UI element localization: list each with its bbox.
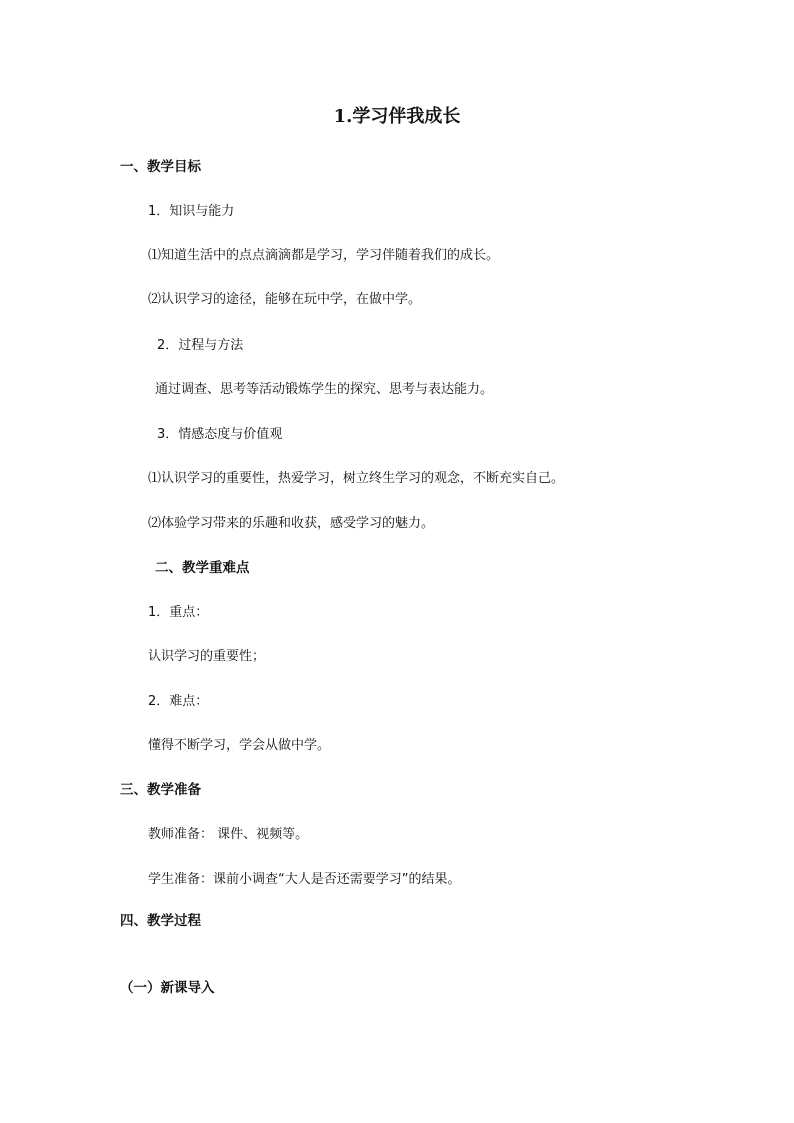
paragraph-key-point: 认识学习的重要性； — [148, 649, 266, 664]
subheading-emotion-values: 3．情感态度与价值观 — [157, 427, 283, 442]
section-heading-key-points: 二、教学重难点 — [155, 560, 250, 576]
subsection-heading-intro: （一）新课导入 — [120, 980, 215, 996]
section-heading-process: 四、教学过程 — [120, 913, 201, 929]
paragraph-student-prep: 学生准备：课前小调查“大人是否还需要学习”的结果。 — [148, 872, 461, 887]
paragraph-goal1-item1: ⑴知道生活中的点点滴滴都是学习，学习伴随着我们的成长。 — [148, 248, 500, 263]
subheading-process-method: 2．过程与方法 — [157, 338, 244, 353]
paragraph-goal3-item2: ⑵体验学习带来的乐趣和收获，感受学习的魅力。 — [148, 516, 435, 531]
section-heading-goals: 一、教学目标 — [120, 159, 201, 175]
subheading-knowledge-ability: 1．知识与能力 — [148, 204, 235, 219]
paragraph-goal1-item2: ⑵认识学习的途径，能够在玩中学，在做中学。 — [148, 292, 422, 307]
subheading-difficult-point: 2．难点： — [148, 694, 209, 709]
paragraph-teacher-prep: 教师准备： 课件、视频等。 — [148, 827, 309, 842]
paragraph-goal3-item1: ⑴认识学习的重要性，热爱学习，树立终生学习的观念，不断充实自己。 — [148, 471, 565, 486]
section-heading-preparation: 三、教学准备 — [120, 782, 201, 798]
paragraph-goal2-text: 通过调查、思考等活动锻炼学生的探究、思考与表达能力。 — [155, 382, 494, 397]
subheading-key-point: 1．重点： — [148, 605, 209, 620]
paragraph-difficult-point: 懂得不断学习，学会从做中学。 — [148, 738, 331, 753]
document-title: 1.学习伴我成长 — [333, 106, 461, 127]
